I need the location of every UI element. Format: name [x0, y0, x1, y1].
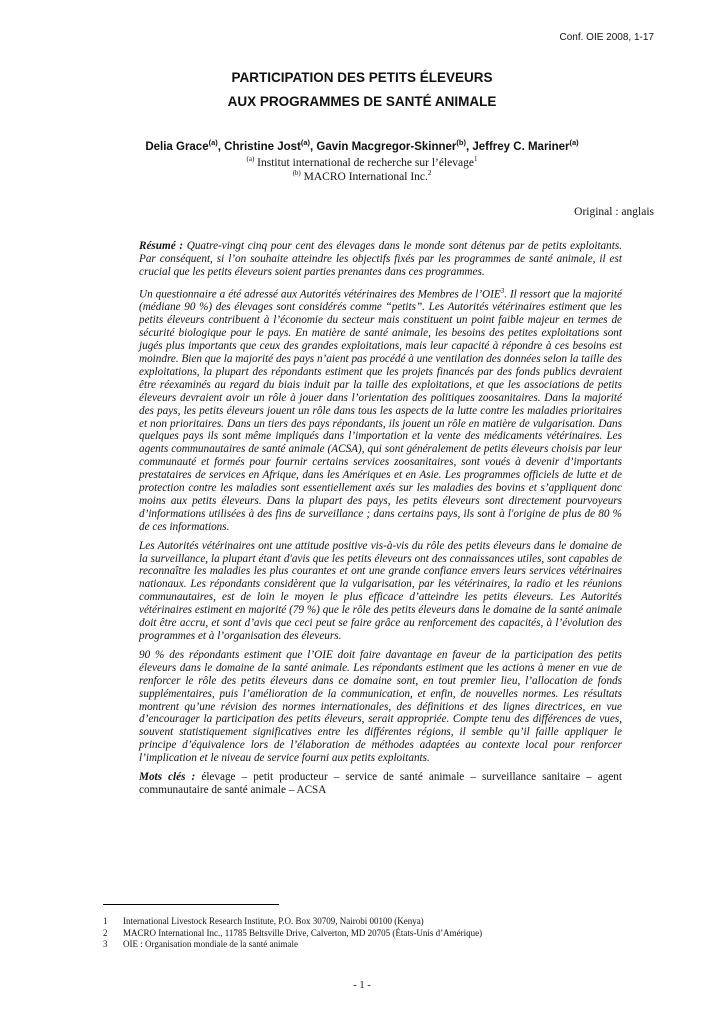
author-affiliation-marker: (b)	[456, 138, 466, 147]
footnote-divider	[103, 904, 279, 905]
abstract-paragraph: Un questionnaire a été adressé aux Autorités vétérinaires des Membres de l’OIE$^3$. Il ressort que la majorité (médiane 90 %) des élevages sont considérés comme “petits”. Les Autorités vétérinaires estiment que les petits éleveurs contribuent à l’économie du secteur mais constituent un point faible majeur en termes de sécurité biologique pour le pays. En matière de santé animale, les besoins des petites exploitations sont jugés plus importants que ceux des grandes exploitations, mais leur capacité à répondre à ces besoins est moindre. Bien que la majorité des pays n’aient pas procédé à une ventilation des données selon la taille des exploitations, la plupart des répondants estiment que les projets financés par des fonds publics devraient être réexaminés au regard du biais induit par la taille des exploitations, et que les associations de petits éleveurs devraient avoir un rôle à jouer dans l’orientation des politiques zoosanitaires. Dans la majorité des pays, les petits éleveurs jouent un rôle dans tous les aspects de la lutte contre les maladies prioritaires et non prioritaires. Dans un tiers des pays répondants, ils jouent un rôle en matière de vulgarisation. Dans quelques pays ils sont même impliqués dans l’importation et la vente des médicaments vétérinaires. Les agents communautaires de santé animale (ACSA), qui sont généralement de petits éleveurs choisis par leur communauté et formés pour fournir certains services zoosanitaires, sont voués à devenir d’importants prestataires de services en Afrique, dans les Amériques et en Asie. Les programmes officiels de lutte et de protection contre les maladies sont essentiellement axés sur les maladies des bovins et s’appliquent donc moins aux petits éleveurs. Dans la plupart des pays, les petits éleveurs sont directement pourvoyeurs d’informations utilisées à des fins de surveillance ; dans certains pays, ils sont à l'origine de plus de 80 % de ces informations.	[139, 286, 622, 533]
author-affiliation-marker: (a)	[300, 138, 311, 147]
title-line-1: PARTICIPATION DES PETITS ÉLEVEURS	[231, 70, 493, 85]
abstract-paragraph: Les Autorités vétérinaires ont une attitude positive vis-à-vis du rôle des petits éleveurs dans le domaine de la surveillance, la plupart étant d'avis que les petits éleveurs ont des connaissances utiles, sont capables de reconnaître les maladies les plus courantes et ont une grande confiance envers leurs services vétérinaires nationaux. Les répondants considèrent que la vulgarisation, par les vétérinaires, la radio et les réunions communautaires, est de loin le moyen le plus efficace d’atteindre les petits éleveurs. Les Autorités vétérinaires estiment en majorité (79 %) que le rôle des petits éleveurs dans le domaine de la santé animale doit être accru, et sont d’avis que ceci peut se faire grâce au renforcement des capacités, à l’évolution des programmes et à l’organisation des éleveurs.	[139, 539, 622, 643]
affiliation-a: $^{(a)}$ Institut international de recherche sur l’élevage$^1$	[246, 155, 478, 169]
abstract-paragraph: 90 % des répondants estiment que l’OIE doit faire davantage en faveur de la participation des petits éleveurs dans le domaine de la santé animale. Les répondants estiment que les actions à mener en vue de renforcer le rôle des petits éleveurs dans ce domaine sont, en tout premier lieu, l’allocation de fonds supplémentaires, puis l’amélioration de la communication, et enfin, de nouvelles normes. Les résultats montrent qu’une révision des normes internationales, des définitions et des lignes directrices, en vue d’encourager la participation des petits éleveurs, serait appropriée. Compte tenu des différences de vues, souvent statistiquement significatives entre les différentes régions, il semble qu’il faille appliquer le principe d’équivalence lors de l’élaboration de méthodes adaptées au contexte local pour renforcer l’implication et le niveau de service fourni aux petits exploitants.	[139, 648, 622, 765]
keywords-label: Mots clés :	[139, 771, 196, 784]
affiliation-b: $^{(b)}$ MACRO International Inc.$^2$	[292, 169, 432, 183]
page-number: - 1 -	[353, 980, 371, 991]
author-name: Gavin Macgregor-Skinner	[316, 140, 457, 153]
original-language: Original : anglais	[574, 206, 654, 218]
abstract-paragraph: Résumé : Quatre-vingt cinq pour cent des élevages dans le monde sont détenus par de petits exploitants. Par conséquent, si l’on souhaite atteindre les objectifs fixés par les programmes de santé animale, il est crucial que les petits éleveurs soient parties prenantes dans ces programmes.	[139, 240, 623, 278]
keywords: Mots clés : élevage – petit producteur – service de santé animale – surveillance sanitaire – agent communautaire de santé animale – ACSA	[139, 771, 623, 796]
footnote-ref: 3	[500, 286, 505, 295]
author-affiliation-marker: (a)	[208, 138, 218, 147]
conference-reference: Conf. OIE 2008, 1-17	[559, 32, 654, 43]
footnote: 3 OIE : Organisation mondiale de la santé animale	[103, 939, 299, 949]
author-list: Delia Grace$^{(a)}$, Christine Jost$^{(a)}$, Gavin Macgregor-Skinner$^{(b)}$, Jeffrey C. Mariner$^{(a)}$	[145, 138, 579, 153]
author-name: Delia Grace	[145, 140, 209, 153]
footnotes	[103, 916, 663, 951]
author-name: Christine Jost	[224, 140, 301, 153]
resume-label: Résumé :	[139, 240, 184, 252]
abstract	[139, 240, 622, 803]
footnote: 1 International Livestock Research Institute, P.O. Box 30709, Nairobi 00100 (Kenya)	[103, 916, 424, 926]
footnote: 2 MACRO International Inc., 11785 Beltsville Drive, Calverton, MD 20705 (États-Unis d’Amérique)	[103, 927, 483, 938]
title-line-2: AUX PROGRAMMES DE SANTÉ ANIMALE	[227, 94, 497, 109]
paper-title	[0, 66, 724, 114]
author-name: Jeffrey C. Mariner	[472, 140, 570, 153]
author-affiliation-marker: (a)	[569, 138, 579, 147]
